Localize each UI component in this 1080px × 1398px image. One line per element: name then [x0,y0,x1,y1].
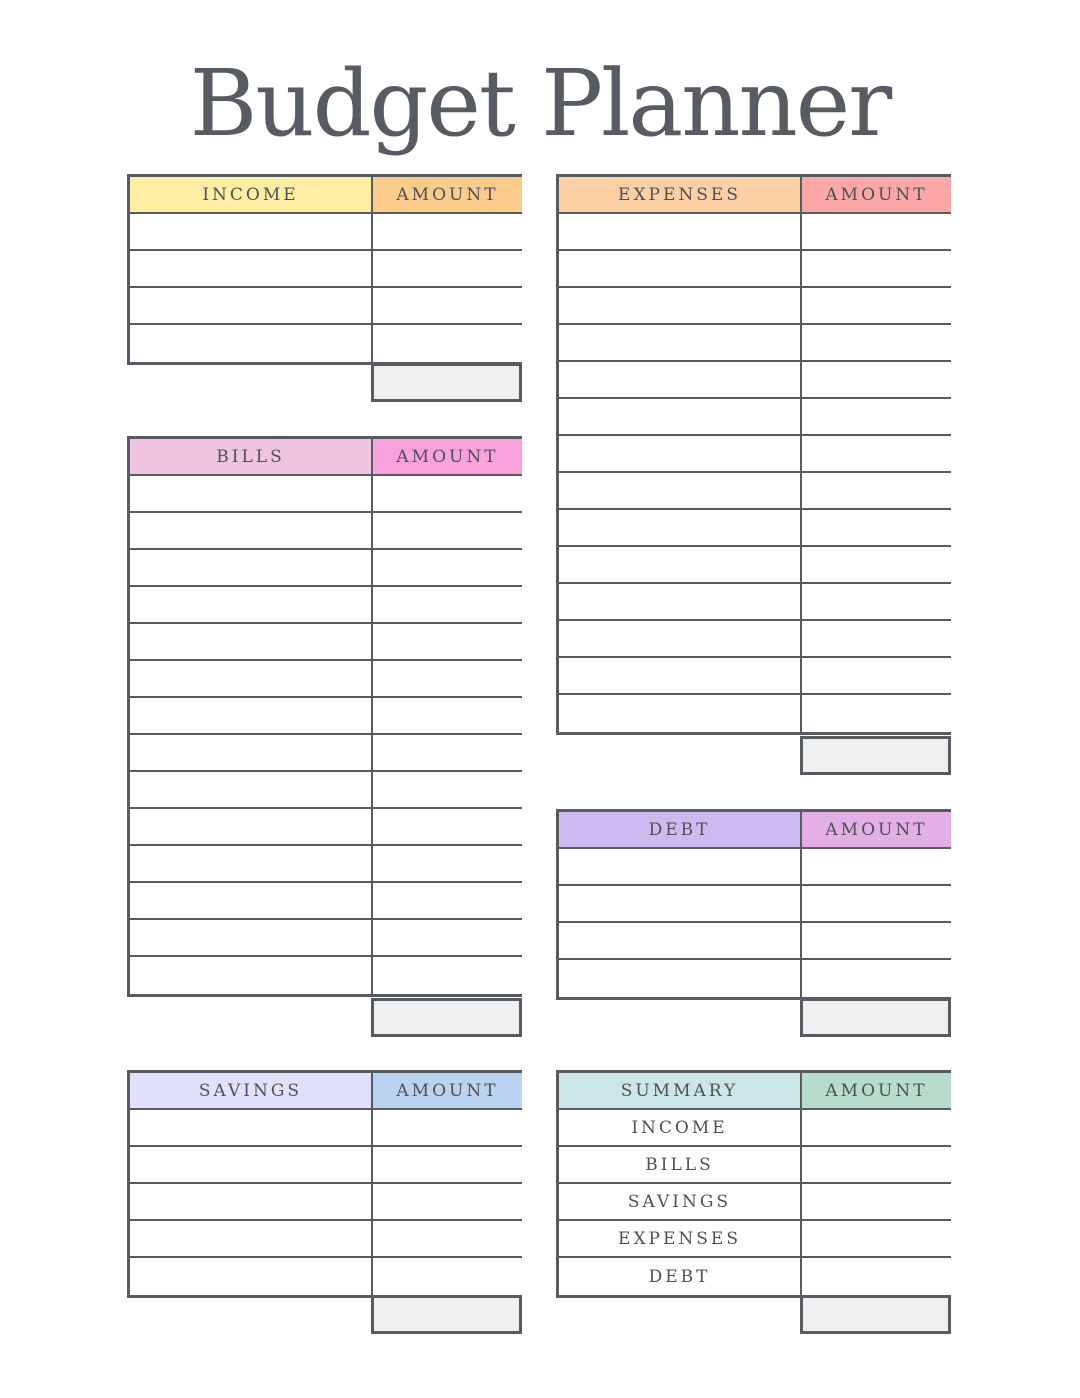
expenses-amount-cell[interactable] [802,399,951,436]
bills-item-cell[interactable] [130,920,373,957]
summary-amount-cell[interactable] [802,1184,951,1221]
summary-label-income: INCOME [559,1110,802,1147]
expenses-amount-cell[interactable] [802,288,951,325]
expenses-amount-cell[interactable] [802,251,951,288]
summary-label-savings: SAVINGS [559,1184,802,1221]
expenses-amount-cell[interactable] [802,695,951,732]
expenses-amount-cell[interactable] [802,510,951,547]
expenses-amount-cell[interactable] [802,547,951,584]
savings-item-cell[interactable] [130,1221,373,1258]
bills-item-cell[interactable] [130,661,373,698]
summary-label-expenses: EXPENSES [559,1221,802,1258]
summary-amount-cell[interactable] [802,1258,951,1295]
debt-amount-cell[interactable] [802,960,951,997]
expenses-amount-cell[interactable] [802,658,951,695]
expenses-item-cell[interactable] [559,436,802,473]
debt-amount-cell[interactable] [802,923,951,960]
bills-amount-cell[interactable] [373,772,522,809]
savings-amount-cell[interactable] [373,1258,522,1295]
bills-item-cell[interactable] [130,957,373,994]
bills-item-cell[interactable] [130,735,373,772]
bills-amount-cell[interactable] [373,957,522,994]
expenses-table [556,174,951,735]
savings-amount-cell[interactable] [373,1221,522,1258]
bills-item-cell[interactable] [130,476,373,513]
summary-total-cell[interactable] [800,1295,951,1334]
bills-item-cell[interactable] [130,846,373,883]
summary-label-debt: DEBT [559,1258,802,1295]
bills-amount-cell[interactable] [373,883,522,920]
bills-item-cell[interactable] [130,772,373,809]
income-item-cell[interactable] [130,288,373,325]
expenses-amount-cell[interactable] [802,362,951,399]
income-table [127,174,522,365]
income-item-cell[interactable] [130,325,373,362]
expenses-amount-cell[interactable] [802,214,951,251]
debt-item-cell[interactable] [559,923,802,960]
expenses-item-cell[interactable] [559,584,802,621]
expenses-amount-header: AMOUNT [802,177,951,214]
expenses-amount-cell[interactable] [802,325,951,362]
summary-amount-cell[interactable] [802,1221,951,1258]
income-amount-cell[interactable] [373,214,522,251]
expenses-item-cell[interactable] [559,621,802,658]
debt-item-cell[interactable] [559,886,802,923]
savings-table [127,1070,522,1298]
expenses-amount-cell[interactable] [802,584,951,621]
expenses-item-cell[interactable] [559,214,802,251]
savings-item-cell[interactable] [130,1184,373,1221]
expenses-amount-cell[interactable] [802,621,951,658]
bills-total-cell[interactable] [371,998,522,1037]
income-amount-cell[interactable] [373,325,522,362]
savings-item-cell[interactable] [130,1258,373,1295]
savings-amount-cell[interactable] [373,1184,522,1221]
summary-header: SUMMARY [559,1073,802,1110]
debt-item-cell[interactable] [559,849,802,886]
expenses-item-cell[interactable] [559,547,802,584]
bills-amount-cell[interactable] [373,920,522,957]
expenses-item-cell[interactable] [559,251,802,288]
expenses-item-cell[interactable] [559,288,802,325]
savings-amount-header: AMOUNT [373,1073,522,1110]
bills-amount-cell[interactable] [373,550,522,587]
bills-table [127,436,522,997]
bills-amount-cell[interactable] [373,587,522,624]
income-total-cell[interactable] [371,363,522,402]
bills-amount-cell[interactable] [373,846,522,883]
savings-amount-cell[interactable] [373,1147,522,1184]
debt-item-cell[interactable] [559,960,802,997]
debt-table [556,809,951,1000]
bills-item-cell[interactable] [130,624,373,661]
debt-amount-cell[interactable] [802,849,951,886]
summary-table [556,1070,951,1298]
expenses-header: EXPENSES [559,177,802,214]
expenses-amount-cell[interactable] [802,473,951,510]
income-header: INCOME [130,177,373,214]
summary-amount-cell[interactable] [802,1110,951,1147]
savings-total-cell[interactable] [371,1295,522,1334]
bills-amount-cell[interactable] [373,661,522,698]
debt-amount-cell[interactable] [802,886,951,923]
bills-amount-header: AMOUNT [373,439,522,476]
expenses-item-cell[interactable] [559,362,802,399]
bills-item-cell[interactable] [130,550,373,587]
expenses-item-cell[interactable] [559,510,802,547]
bills-amount-cell[interactable] [373,624,522,661]
expenses-item-cell[interactable] [559,399,802,436]
page-title: Budget Planner [189,50,891,157]
income-item-cell[interactable] [130,214,373,251]
bills-item-cell[interactable] [130,698,373,735]
savings-amount-cell[interactable] [373,1110,522,1147]
income-item-cell[interactable] [130,251,373,288]
expenses-item-cell[interactable] [559,695,802,732]
bills-amount-cell[interactable] [373,513,522,550]
income-amount-cell[interactable] [373,251,522,288]
income-amount-header: AMOUNT [373,177,522,214]
bills-amount-cell[interactable] [373,476,522,513]
debt-amount-header: AMOUNT [802,812,951,849]
savings-item-cell[interactable] [130,1147,373,1184]
expenses-item-cell[interactable] [559,658,802,695]
expenses-item-cell[interactable] [559,473,802,510]
summary-label-bills: BILLS [559,1147,802,1184]
debt-header: DEBT [559,812,802,849]
summary-amount-header: AMOUNT [802,1073,951,1110]
bills-item-cell[interactable] [130,587,373,624]
bills-header: BILLS [130,439,373,476]
savings-item-cell[interactable] [130,1110,373,1147]
bills-amount-cell[interactable] [373,809,522,846]
bills-amount-cell[interactable] [373,698,522,735]
bills-item-cell[interactable] [130,809,373,846]
savings-header: SAVINGS [130,1073,373,1110]
summary-amount-cell[interactable] [802,1147,951,1184]
income-amount-cell[interactable] [373,288,522,325]
bills-item-cell[interactable] [130,883,373,920]
bills-amount-cell[interactable] [373,735,522,772]
bills-item-cell[interactable] [130,513,373,550]
expenses-amount-cell[interactable] [802,436,951,473]
expenses-item-cell[interactable] [559,325,802,362]
debt-total-cell[interactable] [800,998,951,1037]
expenses-total-cell[interactable] [800,736,951,775]
